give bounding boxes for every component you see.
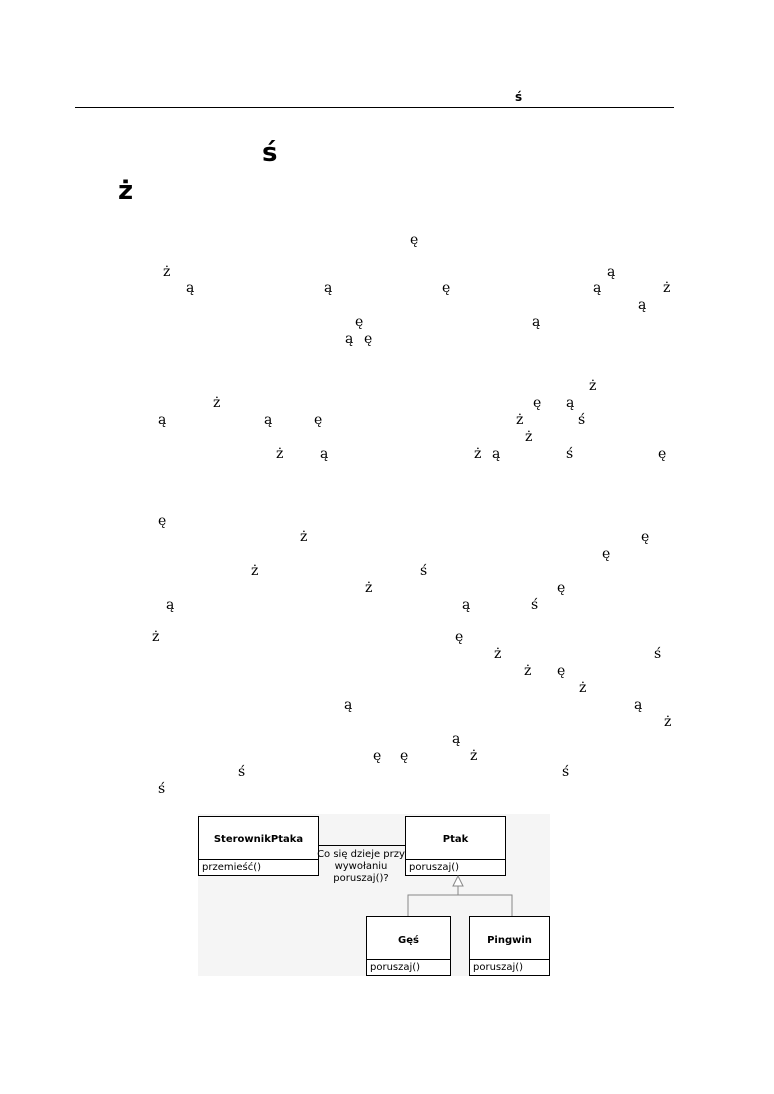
body-glyph: ż [589,378,597,394]
body-glyph: ż [525,429,533,445]
body-glyph: ę [355,314,364,330]
body-glyph: ż [251,563,259,579]
uml-class-ptak [405,816,506,876]
body-glyph: ę [557,663,566,679]
body-glyph: ę [400,748,409,764]
body-glyph: ś [654,646,662,662]
association-note: Co się dzieje przy wywołaniu poruszaj()? [317,849,405,884]
class-name: Gęś [398,935,419,946]
body-glyph: ę [641,529,650,545]
body-glyph: ę [410,232,419,248]
body-glyph: ą [532,314,541,330]
body-glyph: ą [593,280,602,296]
body-glyph: ą [638,297,647,313]
body-glyph: ś [158,781,166,797]
body-glyph: ą [566,395,575,411]
body-glyph: ś [566,446,574,462]
body-glyph: ż [300,529,308,545]
class-name: SterownikPtaka [213,834,304,845]
body-glyph: ę [364,331,373,347]
body-glyph: ą [634,697,643,713]
body-glyph: ż [213,395,221,411]
uml-class-pingwin [469,916,550,976]
body-glyph: ą [320,446,329,462]
body-glyph: ż [516,412,524,428]
class-operation: poruszaj() [406,859,505,875]
class-operation: poruszaj() [367,959,450,975]
body-glyph: ę [533,395,542,411]
body-glyph: ą [344,697,353,713]
body-glyph: ą [166,597,175,613]
body-glyph: ś [578,412,586,428]
body-glyph: ą [186,280,195,296]
body-glyph: ż [494,646,502,662]
body-glyph: ś [531,597,539,613]
body-glyph: ż [365,580,373,596]
body-glyph: ę [557,580,566,596]
body-glyph: ą [324,280,333,296]
body-glyph: ś [238,764,246,780]
association-line [319,845,405,846]
body-glyph: ę [602,546,611,562]
body-glyph: ą [264,412,273,428]
body-glyph: ę [158,513,167,529]
body-glyph: ę [658,446,667,462]
uml-class-sterownikptaka [198,816,319,876]
class-operation: poruszaj() [470,959,549,975]
body-glyph: ż [663,280,671,296]
body-glyph: ę [442,280,451,296]
class-name: Pingwin [487,935,532,946]
chapter-title-line-2: ż [118,176,134,206]
body-glyph: ż [664,714,672,730]
body-glyph: ą [158,412,167,428]
body-glyph: ż [163,264,171,280]
body-glyph: ą [492,446,501,462]
uml-class-ges [366,916,451,976]
body-glyph: ę [455,629,464,645]
body-glyph: ż [276,446,284,462]
body-glyph: ą [345,331,354,347]
body-glyph: ż [152,629,160,645]
body-glyph: ę [314,412,323,428]
class-operation: przemieść() [199,859,318,875]
body-glyph: ą [462,597,471,613]
body-glyph: ż [474,446,482,462]
body-glyph: ą [607,264,616,280]
body-glyph: ś [562,764,570,780]
chapter-title-line-1: ś [262,138,278,168]
class-name: Ptak [442,834,469,845]
body-glyph: ż [470,748,478,764]
body-glyph: ż [524,663,532,679]
header-rule [75,107,674,108]
body-glyph: ś [420,563,428,579]
body-glyph: ą [452,731,461,747]
body-glyph: ę [373,748,382,764]
body-glyph: ż [579,680,587,696]
header-char: ś [515,90,523,104]
